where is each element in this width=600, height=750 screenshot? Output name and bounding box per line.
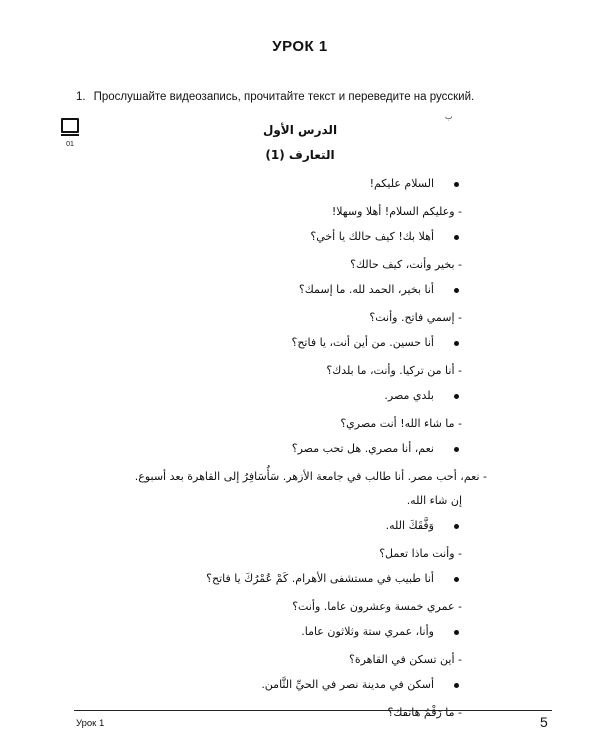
dialogue-line: - وأنت ماذا تعمل؟ (379, 547, 462, 560)
footer-divider (74, 710, 552, 711)
dialogue-line: - نعم، أحب مصر. أنا طالب في جامعة الأزهر. سَأُسَافِرُ إلى القاهرة بعد أسبوع. (134, 470, 487, 483)
exercise-instruction-text: Прослушайте видеозапись, прочитайте текст и переведите на русский. (93, 91, 475, 103)
dialogue-line: - ما رَقْمُ هاتفك؟ (387, 706, 462, 719)
exercise-number: 1. (76, 91, 86, 103)
dialogue-line: - وعليكم السلام! أهلا وسهلا! (331, 205, 462, 218)
dialogue-line: - أين تسكن في القاهرة؟ (349, 653, 462, 666)
dialogue-line: نعم، أنا مصري. هل تحب مصر؟ (42, 440, 462, 458)
dialogue-line: السلام عليكم! (42, 175, 462, 193)
dialogue-line: - بخير وأنت، كيف حالك؟ (350, 258, 462, 271)
exercise-instruction (76, 91, 474, 103)
dialogue-line: وأنا، عمري ستة وثلاثون عاما. (42, 623, 462, 641)
lesson-title: الدرس الأول (262, 123, 338, 137)
dialogue-line: أهلا بك! كيف حالك يا أخي؟ (42, 228, 462, 246)
dialogue-line: وَفَّقَكَ الله. (42, 517, 462, 535)
dialogue (42, 168, 487, 722)
dialogue-line: - أنا من تركيا. وأنت، ما بلدك؟ (326, 364, 462, 377)
page-number: 5 (540, 714, 548, 730)
lesson-subtitle: التعارف (1) (265, 148, 335, 162)
stray-mark: ب (445, 112, 453, 121)
dialogue-line: أنا حسين. من أين أنت، يا فاتح؟ (42, 334, 462, 352)
dialogue-line: بلدي مصر. (42, 387, 462, 405)
dialogue-line: - عمري خمسة وعشرون عاما. وأنت؟ (292, 600, 462, 613)
dialogue-line: - إسمي فاتح. وأنت؟ (369, 311, 462, 324)
page-title: УРОК 1 (272, 38, 328, 55)
dialogue-line: - ما شاء الله! أنت مصري؟ (340, 417, 462, 430)
video-code: 01 (66, 141, 74, 148)
dialogue-line: إن شاء الله. (406, 494, 462, 507)
dialogue-line: أنا بخير، الحمد لله. ما إسمك؟ (42, 281, 462, 299)
dialogue-line: أسكن في مدينة نصر في الحيِّ الثَّامن. (42, 676, 462, 694)
dialogue-line: أنا طبيب في مستشفى الأهرام. كَمْ عُمْرُكَ يا فاتح؟ (42, 570, 462, 588)
footer-lesson-label: Урок 1 (76, 718, 105, 729)
